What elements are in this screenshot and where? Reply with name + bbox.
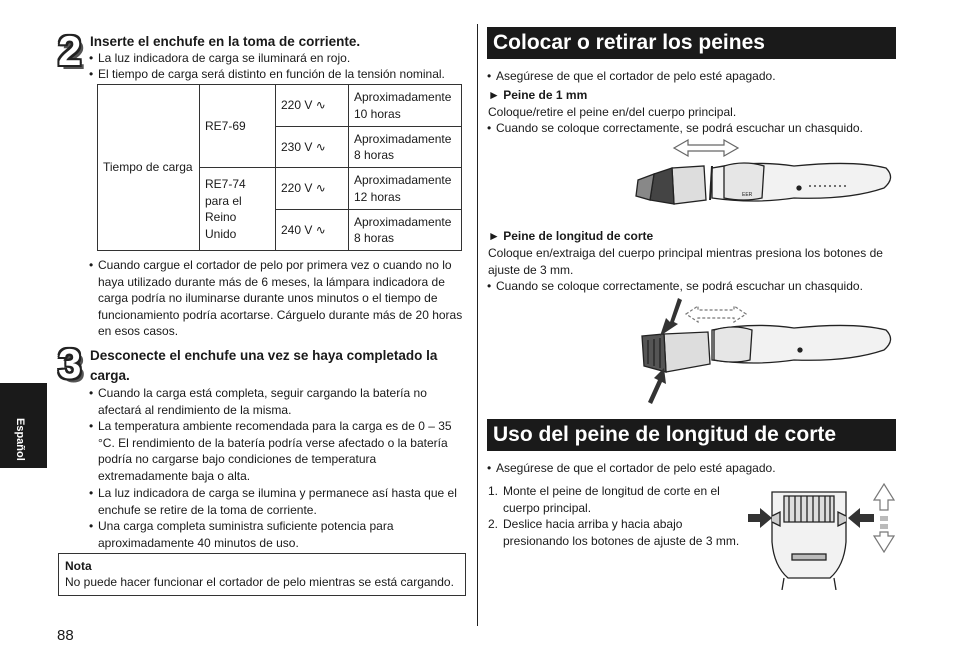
step-2-number: 2 [58,27,82,74]
table-time-cell: Aproximadamente 12 horas [349,168,462,210]
step-3-bullet-1: • Cuando la carga está completa, seguir cargando la batería no afectará al rendimiento de la misma. [89,385,469,418]
sub-length-comb-text: Coloque en/extraiga del cuerpo principal mientras presiona los botones de ajuste de 3 mm. [488,246,883,277]
charge-time-table [97,84,462,251]
table-time-cell: Aproximadamente 8 horas [349,127,462,168]
page-number: 88 [57,627,74,644]
section-2-step-1-text: Monte el peine de longitud de corte en el cuerpo principal. [503,484,720,515]
table-row-header: Tiempo de carga [98,85,200,251]
slide-arrow-icon [686,306,746,322]
table-voltage-cell: 240 V ∿ [276,210,349,251]
sub-1mm-comb-title: ► Peine de 1 mm [488,88,588,102]
column-divider [477,24,478,626]
section-2-step-2-num: 2. [488,517,499,531]
section-header-combs: Colocar o retirar los peines [487,27,896,59]
ac-wave-icon: ∿ [315,181,326,196]
table-time-cell: Aproximadamente 8 horas [349,210,462,251]
press-arrow-left-icon [748,508,772,528]
brand-mark-text: EER [742,192,753,198]
step-2-first-charge-bullet: • Cuando cargue el cortador de pelo por primera vez o cuando no lo haya utilizado durante más de 6 meses, la lámpara indicadora de carga podría no iluminarse durante unos minutos o el tiempo de funcionamiento podría acortarse. Cárguelo durante más de 20 horas en esos casos. [89,257,469,340]
press-arrow-bottom-icon [648,368,666,404]
step-3-bullet-3: • La luz indicadora de carga se ilumina y permanece así hasta que el enchufe se retire de la toma de corriente. [89,485,469,518]
note-title: Nota [65,559,92,573]
step-2-title: Inserte el enchufe en la toma de corriente. [90,34,361,49]
press-arrow-right-icon [848,508,874,528]
step-2-bullet-2: • El tiempo de carga será distinto en función de la tensión nominal. [89,66,445,83]
clipper-1mm-comb-illustration [634,138,896,216]
length-comb-front-illustration [748,482,898,590]
table-voltage-cell: 220 V ∿ [276,168,349,210]
table-time-cell: Aproximadamente 10 horas [349,85,462,127]
ac-wave-icon: ∿ [315,139,326,154]
section-2-step-1-num: 1. [488,484,499,498]
step-3-bullet-2: • La temperatura ambiente recomendada para la carga es de 0 – 35 °C. El rendimiento de la batería podría verse afectado o la batería podría no cargarse bajo condiciones de temperatura extremadamente baja o alta. [89,418,469,484]
step-3-number: 3 [58,340,82,387]
table-model-re7-69: RE7-69 [200,85,276,168]
press-arrow-top-icon [660,298,682,336]
sub-1mm-comb-bullet: • Cuando se coloque correctamente, se podrá escuchar un chasquido. [487,120,863,137]
step-3-bullet-4: • Una carga completa suministra suficiente potencia para aproximadamente 40 minutos de uso. [89,518,469,551]
ac-wave-icon: ∿ [315,98,326,113]
table-voltage-cell: 220 V ∿ [276,85,349,127]
double-arrow-icon [674,140,738,156]
sub-length-comb-title: ► Peine de longitud de corte [488,229,654,243]
section-1-bullet: • Asegúrese de que el cortador de pelo esté apagado. [487,68,776,85]
side-tab-label: Español [14,418,26,461]
section-2-step-2-text: Deslice hacia arriba y hacia abajo presionando los botones de ajuste de 3 mm. [503,517,740,548]
up-down-arrow-icon [874,484,894,552]
step-3-title: Desconecte el enchufe una vez se haya completado la carga. [90,348,438,383]
table-voltage-cell: 230 V ∿ [276,127,349,168]
ac-wave-icon: ∿ [315,222,326,237]
section-2-bullet: • Asegúrese de que el cortador de pelo esté apagado. [487,460,776,477]
note-box [58,553,466,596]
sub-1mm-comb-text: Coloque/retire el peine en/del cuerpo principal. [488,105,737,119]
step-2-bullet-1: • La luz indicadora de carga se iluminará en rojo. [89,50,350,67]
sub-length-comb-bullet: • Cuando se coloque correctamente, se podrá escuchar un chasquido. [487,278,863,295]
table-model-re7-74: RE7-74 para el Reino Unido [200,168,276,251]
note-text: No puede hacer funcionar el cortador de pelo mientras se está cargando. [65,575,454,589]
clipper-length-comb-illustration [634,296,896,406]
section-header-length-comb: Uso del peine de longitud de corte [487,419,896,451]
